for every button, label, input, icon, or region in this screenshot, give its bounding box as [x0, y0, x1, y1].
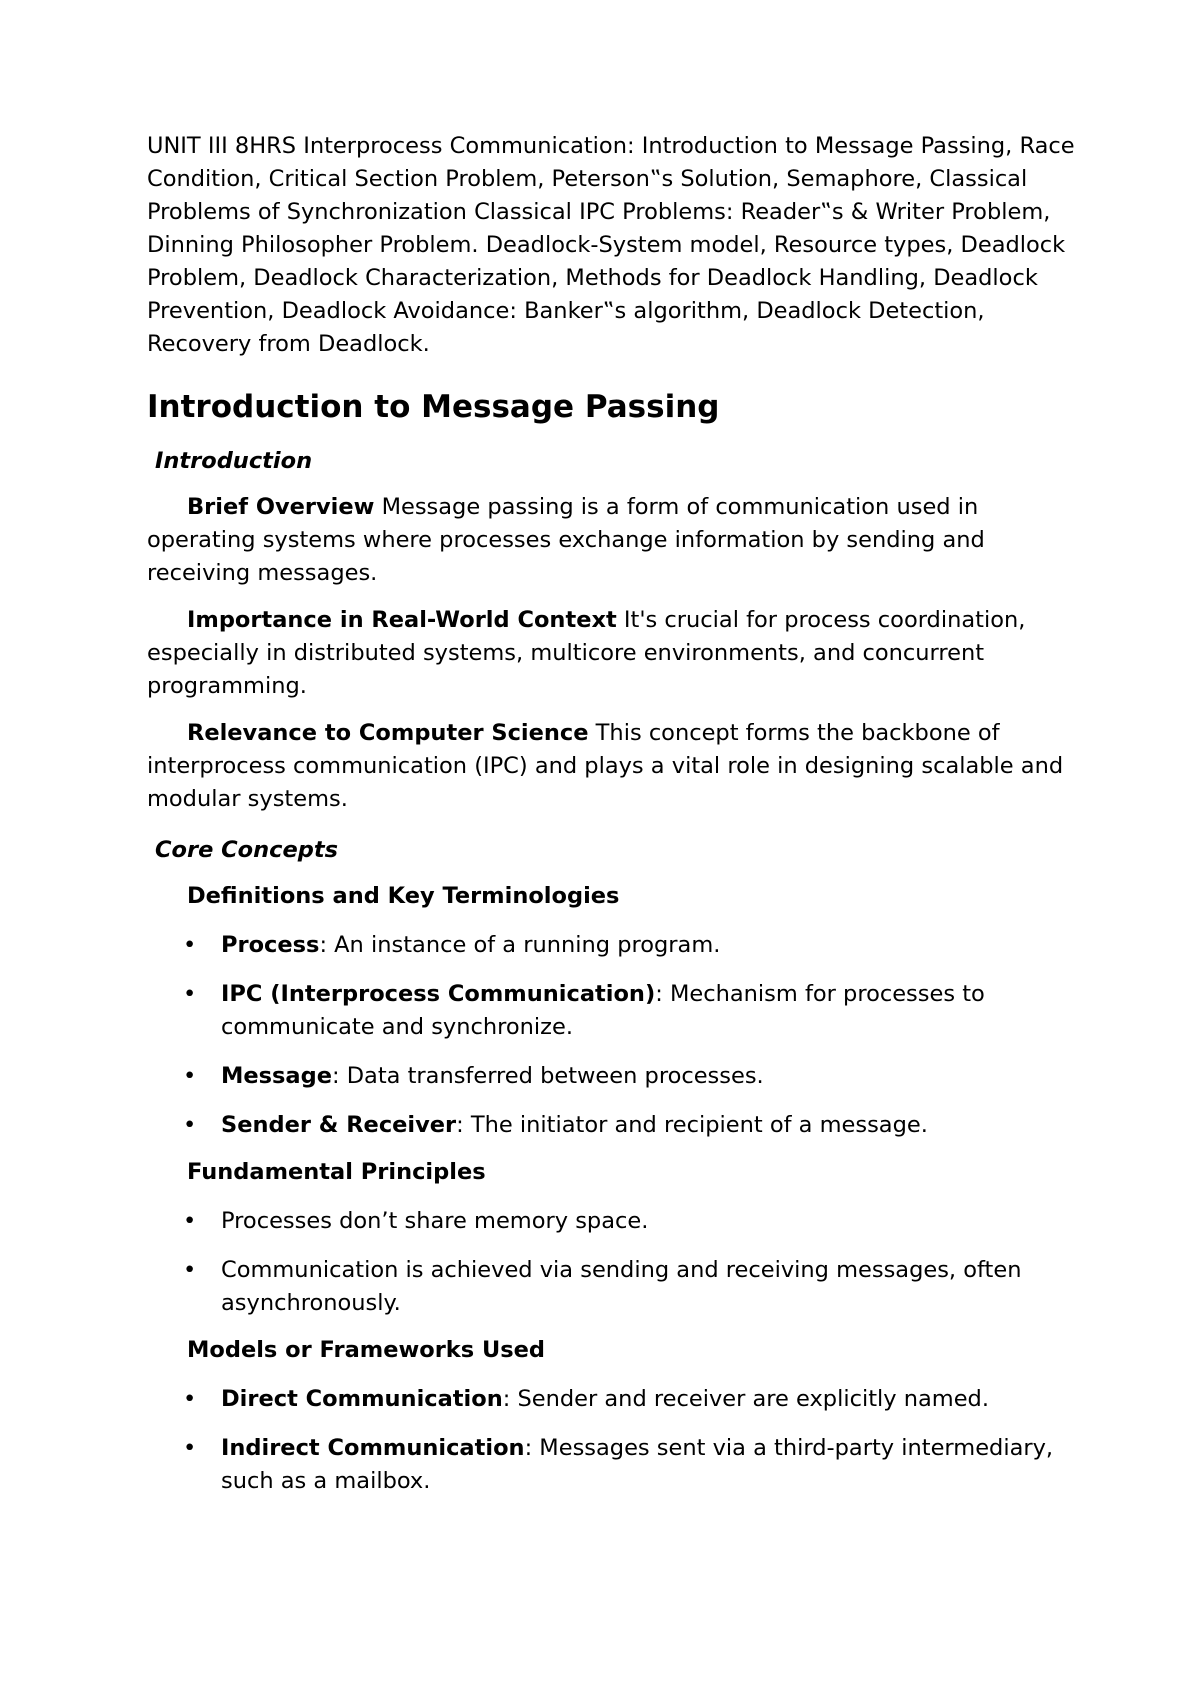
- list-item: [147, 1432, 1087, 1498]
- principles-list: [147, 1205, 1087, 1320]
- core-concepts-heading: Core Concepts: [155, 837, 338, 863]
- bullet-icon: •: [183, 932, 197, 958]
- definitions-list: [147, 929, 1087, 1142]
- list-item: [147, 1254, 1087, 1320]
- definition-text: : Mechanism for processes to communicate and synchronize.: [221, 981, 985, 1040]
- list-item: [147, 1060, 1087, 1093]
- importance-text: It's crucial for process coordination, especially in distributed systems, multicore environments, and concurrent programming.: [147, 607, 1026, 699]
- list-item: [147, 1205, 1087, 1238]
- definition-term: Process: [221, 932, 320, 958]
- bullet-icon: •: [183, 1435, 197, 1461]
- definition-text: : Data transferred between processes.: [331, 1063, 764, 1089]
- bullet-icon: •: [183, 1208, 197, 1234]
- model-term: Indirect Communication: [221, 1435, 525, 1461]
- principle-text: Communication is achieved via sending and receiving messages, often asynchronously.: [221, 1257, 1022, 1316]
- importance-term: Importance in Real-World Context: [187, 607, 617, 633]
- importance-paragraph: [147, 604, 1087, 703]
- document-page: [147, 130, 1087, 1498]
- brief-overview-text: Message passing is a form of communication used in operating systems where processes exchange information by sending and receiving messages.: [147, 494, 985, 586]
- definition-term: IPC (Interprocess Communication): [221, 981, 656, 1007]
- bullet-icon: •: [183, 1063, 197, 1089]
- definition-term: Sender & Receiver: [221, 1112, 457, 1138]
- introduction-heading: Introduction: [155, 448, 313, 474]
- list-item: [147, 1383, 1087, 1416]
- relevance-term: Relevance to Computer Science: [187, 720, 589, 746]
- definition-text: : An instance of a running program.: [319, 932, 721, 958]
- bullet-icon: •: [183, 1257, 197, 1283]
- model-text: : Sender and receiver are explicitly named.: [502, 1386, 989, 1412]
- brief-overview-paragraph: [147, 491, 1087, 590]
- list-item: [147, 978, 1087, 1044]
- bullet-icon: •: [183, 981, 197, 1007]
- relevance-paragraph: [147, 717, 1087, 816]
- list-item: [147, 929, 1087, 962]
- models-list: [147, 1383, 1087, 1498]
- definition-text: : The initiator and recipient of a message.: [456, 1112, 928, 1138]
- definition-term: Message: [221, 1063, 332, 1089]
- principles-heading: Fundamental Principles: [187, 1159, 486, 1185]
- model-term: Direct Communication: [221, 1386, 503, 1412]
- definitions-heading: Definitions and Key Terminologies: [187, 883, 620, 909]
- bullet-icon: •: [183, 1386, 197, 1412]
- brief-overview-term: Brief Overview: [187, 494, 375, 520]
- list-item: [147, 1109, 1087, 1142]
- main-heading: Introduction to Message Passing: [147, 389, 720, 425]
- model-text: : Messages sent via a third-party intermediary, such as a mailbox.: [221, 1435, 1054, 1494]
- unit-syllabus-paragraph: UNIT III 8HRS Interprocess Communication: Introduction to Message Passing, Race Condition, Critical Section Problem, Peterson‟s Solution, Semaphore, Classical Problems of Synchronization Classical IPC Problems: Reader‟s & Writer Problem, Dinning Philosopher Problem. Deadlock-System model, Resource types, Deadlock Problem, Deadlock Characterization, Methods for Deadlock Handling, Deadlock Prevention, Deadlock Avoidance: Banker‟s algorithm, Deadlock Detection, Recovery from Deadlock.: [147, 133, 1075, 357]
- bullet-icon: •: [183, 1112, 197, 1138]
- relevance-text: This concept forms the backbone of interprocess communication (IPC) and plays a vital role in designing scalable and modular systems.: [147, 720, 1064, 812]
- models-heading: Models or Frameworks Used: [187, 1337, 546, 1363]
- principle-text: Processes don’t share memory space.: [221, 1208, 649, 1234]
